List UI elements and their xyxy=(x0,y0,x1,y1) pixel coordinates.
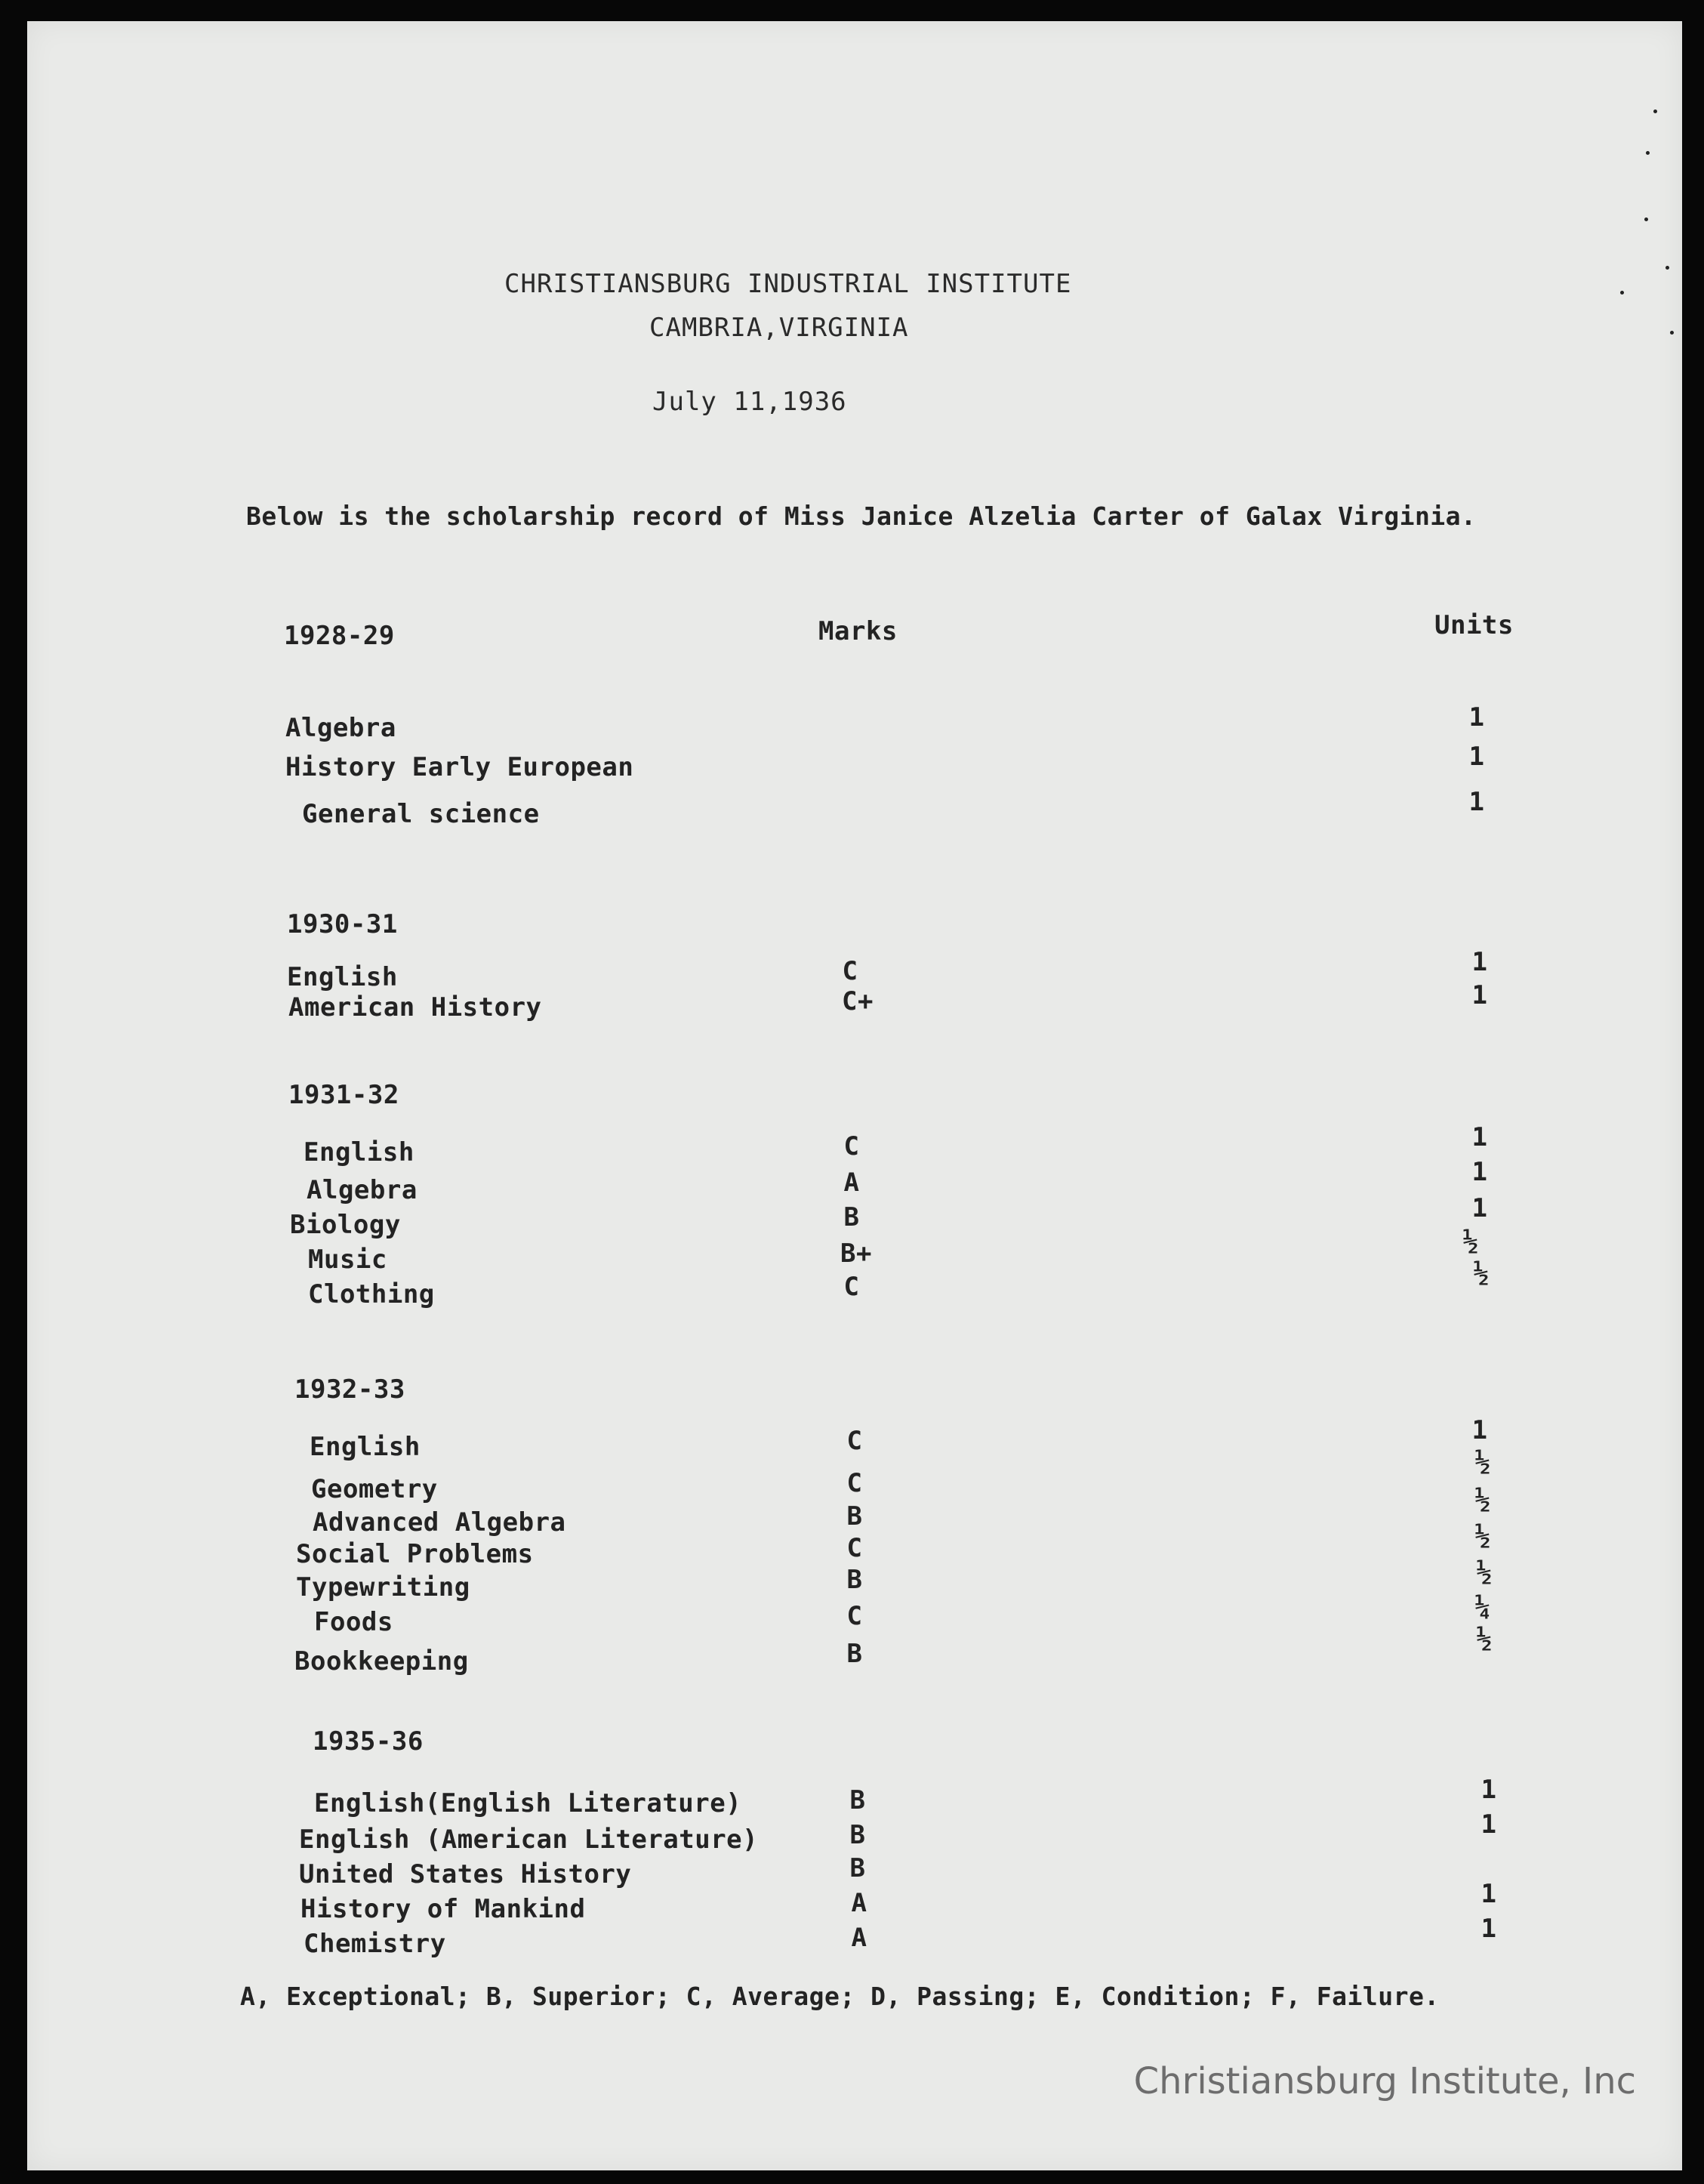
course-unit: ½ xyxy=(1474,1521,1491,1551)
course-mark: C xyxy=(846,1468,863,1498)
paper-speck xyxy=(1644,217,1648,221)
course-mark: C xyxy=(846,1601,863,1631)
paper-speck xyxy=(1670,331,1674,335)
paper-speck xyxy=(1620,291,1624,295)
year-heading: 1935-36 xyxy=(313,1726,424,1757)
course-unit: ½ xyxy=(1476,1557,1493,1587)
year-heading: 1932-33 xyxy=(294,1374,405,1405)
course-mark: B+ xyxy=(840,1239,872,1269)
intro-text: Below is the scholarship record of Miss Janice Alzelia Carter of Galax Virginia. xyxy=(246,501,1477,531)
institution-location: CAMBRIA,VIRGINIA xyxy=(649,313,909,343)
course-unit: 1 xyxy=(1481,1914,1497,1944)
course-unit: 1 xyxy=(1471,980,1488,1010)
institution-name: CHRISTIANSBURG INDUSTRIAL INSTITUTE xyxy=(504,269,1072,299)
course-mark: B xyxy=(846,1565,863,1595)
course-name: English xyxy=(310,1432,421,1462)
course-mark: C xyxy=(846,1426,863,1456)
course-mark: A xyxy=(843,1168,860,1198)
course-name: American History xyxy=(288,992,542,1023)
course-unit: ¼ xyxy=(1474,1592,1491,1622)
course-mark: A xyxy=(851,1888,867,1918)
course-mark: C xyxy=(843,1272,860,1302)
course-name: Bookkeeping xyxy=(294,1646,469,1677)
course-name: History Early European xyxy=(285,752,634,782)
course-unit: 1 xyxy=(1471,1122,1488,1152)
course-name: Geometry xyxy=(311,1474,438,1504)
course-unit: 1 xyxy=(1471,1193,1488,1223)
course-unit: 1 xyxy=(1468,742,1485,772)
course-name: History of Mankind xyxy=(300,1894,586,1924)
course-mark: B xyxy=(843,1202,860,1232)
course-name: General science xyxy=(302,799,540,829)
document-date: July 11,1936 xyxy=(652,387,847,417)
course-name: Advanced Algebra xyxy=(313,1507,566,1538)
year-heading: 1928-29 xyxy=(284,621,395,651)
course-name: Typewriting xyxy=(296,1572,470,1603)
course-name: Social Problems xyxy=(296,1539,534,1569)
course-name: Music xyxy=(308,1245,387,1275)
course-mark: B xyxy=(849,1820,866,1850)
course-unit: ½ xyxy=(1476,1624,1493,1654)
course-name: United States History xyxy=(299,1859,632,1889)
units-column-header: Units xyxy=(1434,610,1514,640)
course-unit: 1 xyxy=(1481,1775,1497,1805)
course-name: Biology xyxy=(290,1210,401,1240)
year-heading: 1931-32 xyxy=(288,1080,399,1110)
course-unit: 1 xyxy=(1481,1809,1497,1840)
course-name: Clothing xyxy=(308,1279,435,1309)
course-mark: B xyxy=(846,1501,863,1532)
course-unit: 1 xyxy=(1468,787,1485,817)
paper-speck xyxy=(1665,266,1669,270)
paper-speck xyxy=(1653,110,1657,113)
course-mark: A xyxy=(851,1923,867,1953)
course-name: English (American Literature) xyxy=(299,1825,759,1855)
course-unit: ½ xyxy=(1462,1226,1479,1257)
course-unit: ½ xyxy=(1474,1447,1491,1477)
course-unit: 1 xyxy=(1481,1879,1497,1909)
course-mark: C xyxy=(843,1131,860,1161)
grading-legend: A, Exceptional; B, Superior; C, Average; D, Passing; E, Condition; F, Failure. xyxy=(240,1982,1440,2011)
marks-column-header: Marks xyxy=(818,616,898,646)
course-unit: 1 xyxy=(1471,1415,1488,1445)
course-unit: ½ xyxy=(1474,1485,1491,1515)
year-heading: 1930-31 xyxy=(287,909,398,939)
course-unit: ½ xyxy=(1473,1258,1490,1288)
course-mark: C xyxy=(842,956,858,986)
paper-speck xyxy=(1646,151,1650,155)
course-unit: 1 xyxy=(1468,702,1485,733)
archive-watermark: Christiansburg Institute, Inc xyxy=(1133,2060,1636,2102)
course-name: English xyxy=(287,962,398,992)
course-name: English xyxy=(304,1137,414,1168)
course-mark: B xyxy=(846,1639,863,1669)
course-name: English(English Literature) xyxy=(314,1788,742,1818)
course-name: Foods xyxy=(314,1607,393,1637)
course-name: Algebra xyxy=(285,713,396,743)
course-name: Chemistry xyxy=(304,1929,446,1959)
course-mark: C+ xyxy=(842,986,874,1016)
course-mark: C xyxy=(846,1533,863,1563)
course-mark: B xyxy=(849,1853,866,1883)
course-mark: B xyxy=(849,1785,866,1815)
course-name: Algebra xyxy=(307,1175,418,1205)
course-unit: 1 xyxy=(1471,1157,1488,1187)
course-unit: 1 xyxy=(1471,947,1488,977)
